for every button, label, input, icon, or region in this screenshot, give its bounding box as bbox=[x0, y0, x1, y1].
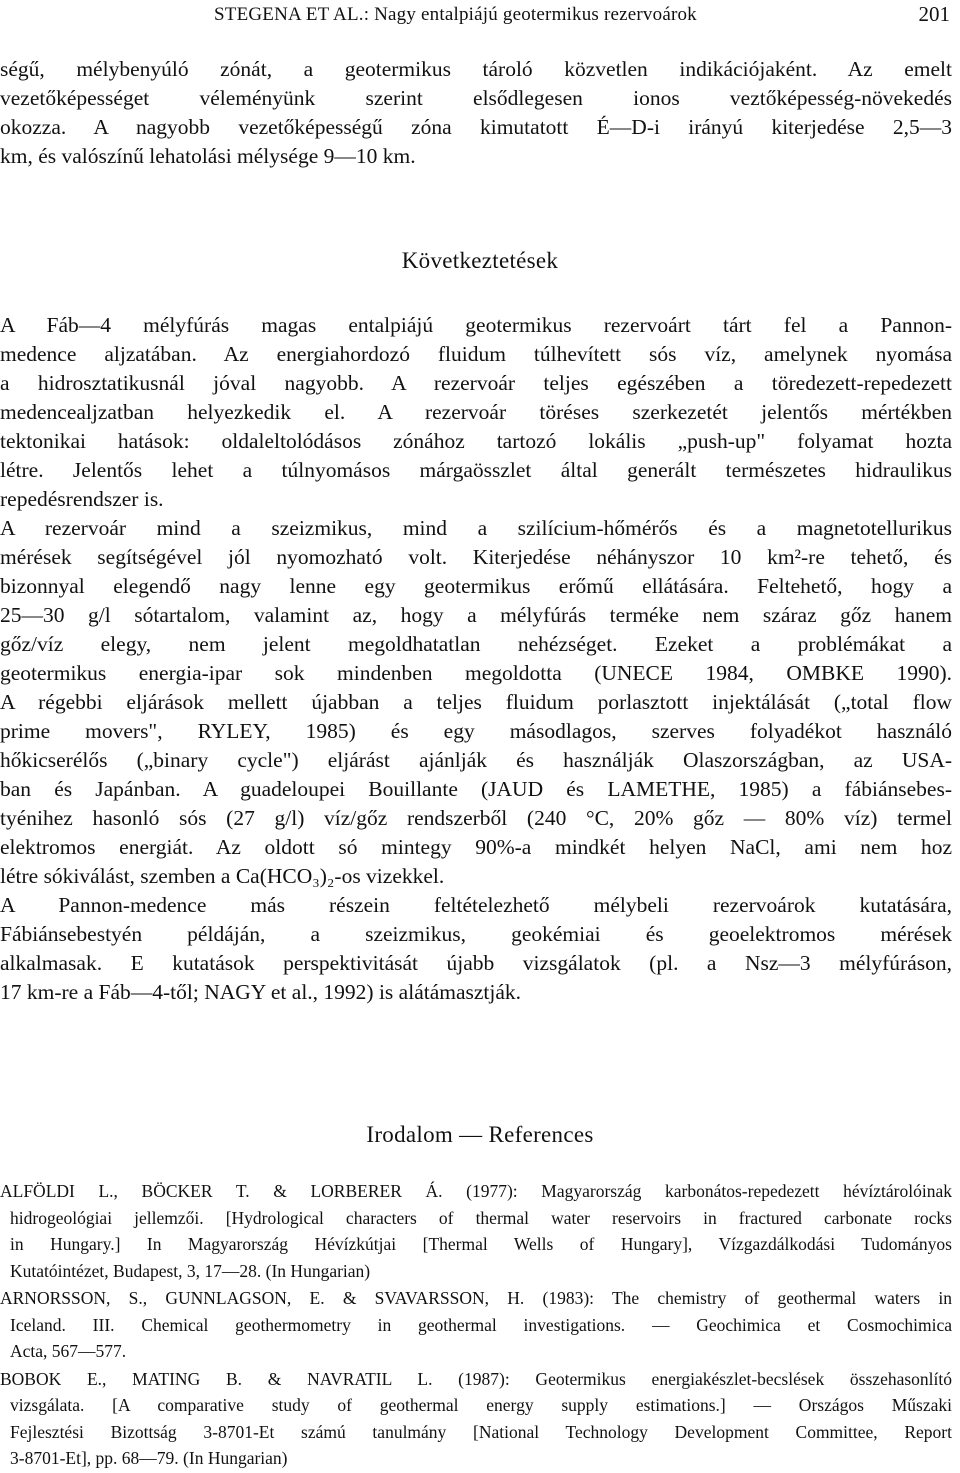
text-line: medence aljzatában. Az energiahordozó fluidum túlhevített sós víz, amelynek nyomása bbox=[0, 342, 952, 366]
text-line: km, és valószínű lehatolási mélysége 9—10 km. bbox=[0, 144, 416, 168]
conclusions-body bbox=[0, 311, 952, 1007]
text-line: repedésrendszer is. bbox=[0, 487, 164, 511]
page-number: 201 bbox=[918, 2, 950, 26]
reference-entry bbox=[0, 1178, 952, 1284]
reference-entry bbox=[0, 1366, 952, 1472]
text-line: hőkicserélős („binary cycle") eljárást ajánlják és használják Olaszországban, az USA- bbox=[0, 748, 952, 772]
reference-entry bbox=[0, 1285, 952, 1365]
text-line: a hidrosztatikusnál jóval nagyobb. A rezervoár teljes egészében a töredezett-repedezett bbox=[0, 371, 952, 395]
text-line: A Fáb—4 mélyfúrás magas entalpiájú geotermikus rezervoárt tárt fel a Pannon- bbox=[0, 313, 952, 337]
text-line: alkalmasak. E kutatások perspektivitását újabb vizsgálatok (pl. a Nsz—3 mélyfúráson, bbox=[0, 951, 952, 975]
reference-line: vizsgálata. [A comparative study of geothermal energy supply estimations.] — Országos Műszaki bbox=[10, 1395, 952, 1415]
reference-line: 3-8701-Et], pp. 68—79. (In Hungarian) bbox=[10, 1448, 288, 1468]
text-line: prime movers", RYLEY, 1985) és egy másodlagos, szerves folyadékot használó bbox=[0, 719, 952, 743]
reference-line: hidrogeológiai jellemzői. [Hydrological characters of thermal water reservoirs in fractured carbonate rocks bbox=[10, 1207, 952, 1228]
text-line: létre sókiválást, szemben a Ca(HCO₃)₂-os vizekkel. bbox=[0, 864, 445, 888]
reference-line: Fejlesztési Bizottság 3-8701-Et számú tanulmány [National Technology Development Committee, Report bbox=[10, 1421, 952, 1442]
text-line: mérések segítségével jól nyomozható volt. Kiterjedése néhányszor 10 km²-re tehető, és bbox=[0, 545, 952, 569]
text-line: vezetőképességet véleményünk szerint elsődlegesen ionos veztőképesség-növekedés bbox=[0, 86, 952, 110]
references-heading: Irodalom — References bbox=[366, 1122, 594, 1147]
section-heading: Következtetések bbox=[401, 248, 559, 273]
text-line: A régebbi eljárások mellett újabban a teljes fluidum porlasztott injektálását („total flow bbox=[0, 690, 952, 714]
text-line: Fábiánsebestyén példáján, a szeizmikus, geokémiai és geoelektromos mérések bbox=[0, 922, 952, 946]
reference-line: Kutatóintézet, Budapest, 3, 17—28. (In Hungarian) bbox=[10, 1260, 371, 1281]
reference-line: Acta, 567—577. bbox=[10, 1341, 127, 1361]
text-line: A Pannon-medence más részein feltételezhető mélybeli rezervoárok kutatására, bbox=[0, 893, 952, 917]
reference-line: ARNORSSON, S., GUNNLAGSON, E. & SVAVARSSON, H. (1983): The chemistry of geothermal waters in bbox=[0, 1288, 952, 1308]
reference-line: ALFÖLDI L., BÖCKER T. & LORBERER Á. (1977): Magyarország karbonátos-repedezett hévíztárolóinak bbox=[0, 1181, 952, 1201]
text-line: ségű, mélybenyúló zónát, a geotermikus tároló közvetlen indikációjaként. Az emelt bbox=[0, 57, 952, 81]
text-line: bizonnyal elegendő nagy lenne egy geotermikus erőmű ellátására. Feltehető, hogy a bbox=[0, 574, 952, 598]
text-line: A rezervoár mind a szeizmikus, mind a szilícium-hőmérős és a magnetotellurikus bbox=[0, 516, 952, 540]
text-line: tyénihez hasonló sós (27 g/l) víz/gőz rendszerből (240 °C, 20% gőz — 80% víz) termel bbox=[0, 806, 952, 830]
reference-line: in Hungary.] In Magyarország Hévízkútjai [Thermal Wells of Hungary], Vízgazdálkodási Tudományos bbox=[10, 1234, 952, 1254]
text-line: okozza. A nagyobb vezetőképességű zóna kimutatott É—D-i irányú kiterjedése 2,5—3 bbox=[0, 115, 952, 139]
running-header bbox=[214, 0, 950, 30]
text-line: létre. Jelentős lehet a túlnyomásos márgaösszlet által generált természetes hidraulikus bbox=[0, 458, 952, 482]
text-line: gőz/víz elegy, nem jelent megoldhatatlan nehézséget. Ezeket a problémákat a bbox=[0, 632, 952, 656]
text-line: 25—30 g/l sótartalom, valamint az, hogy a mélyfúrás terméke nem száraz gőz hanem bbox=[0, 603, 952, 627]
reference-line: Iceland. III. Chemical geothermometry in geothermal investigations. — Geochimica et Cosmochimica bbox=[10, 1314, 952, 1335]
text-line: ban és Japánban. A guadeloupei Bouillante (JAUD és LAMETHE, 1985) a fábiánsebes- bbox=[0, 777, 952, 801]
reference-line: BOBOK E., MATING B. & NAVRATIL L. (1987): Geotermikus energiakészlet-becslések összehasonlító bbox=[0, 1368, 952, 1389]
text-line: medencealjzatban helyezkedik el. A rezervoár töréses szerkezetét jelentős mértékben bbox=[0, 400, 952, 424]
text-line: geotermikus energia-ipar sok mindenben megoldotta (UNECE 1984, OMBKE 1990). bbox=[0, 661, 952, 685]
text-line: tektonikai hatások: oldaleltolódásos zónához tartozó lokális „push-up" folyamat hozta bbox=[0, 429, 952, 453]
reference-list bbox=[0, 1178, 952, 1473]
text-line: elektromos energiát. Az oldott só mintegy 90%-a mindkét helyen NaCl, ami nem hoz bbox=[0, 835, 952, 859]
intro-paragraph bbox=[0, 55, 952, 171]
text-line: 17 km-re a Fáb—4-től; NAGY et al., 1992) is alátámasztják. bbox=[0, 980, 522, 1004]
running-title: STEGENA ET AL.: Nagy entalpiájú geotermikus rezervoárok bbox=[214, 4, 697, 25]
